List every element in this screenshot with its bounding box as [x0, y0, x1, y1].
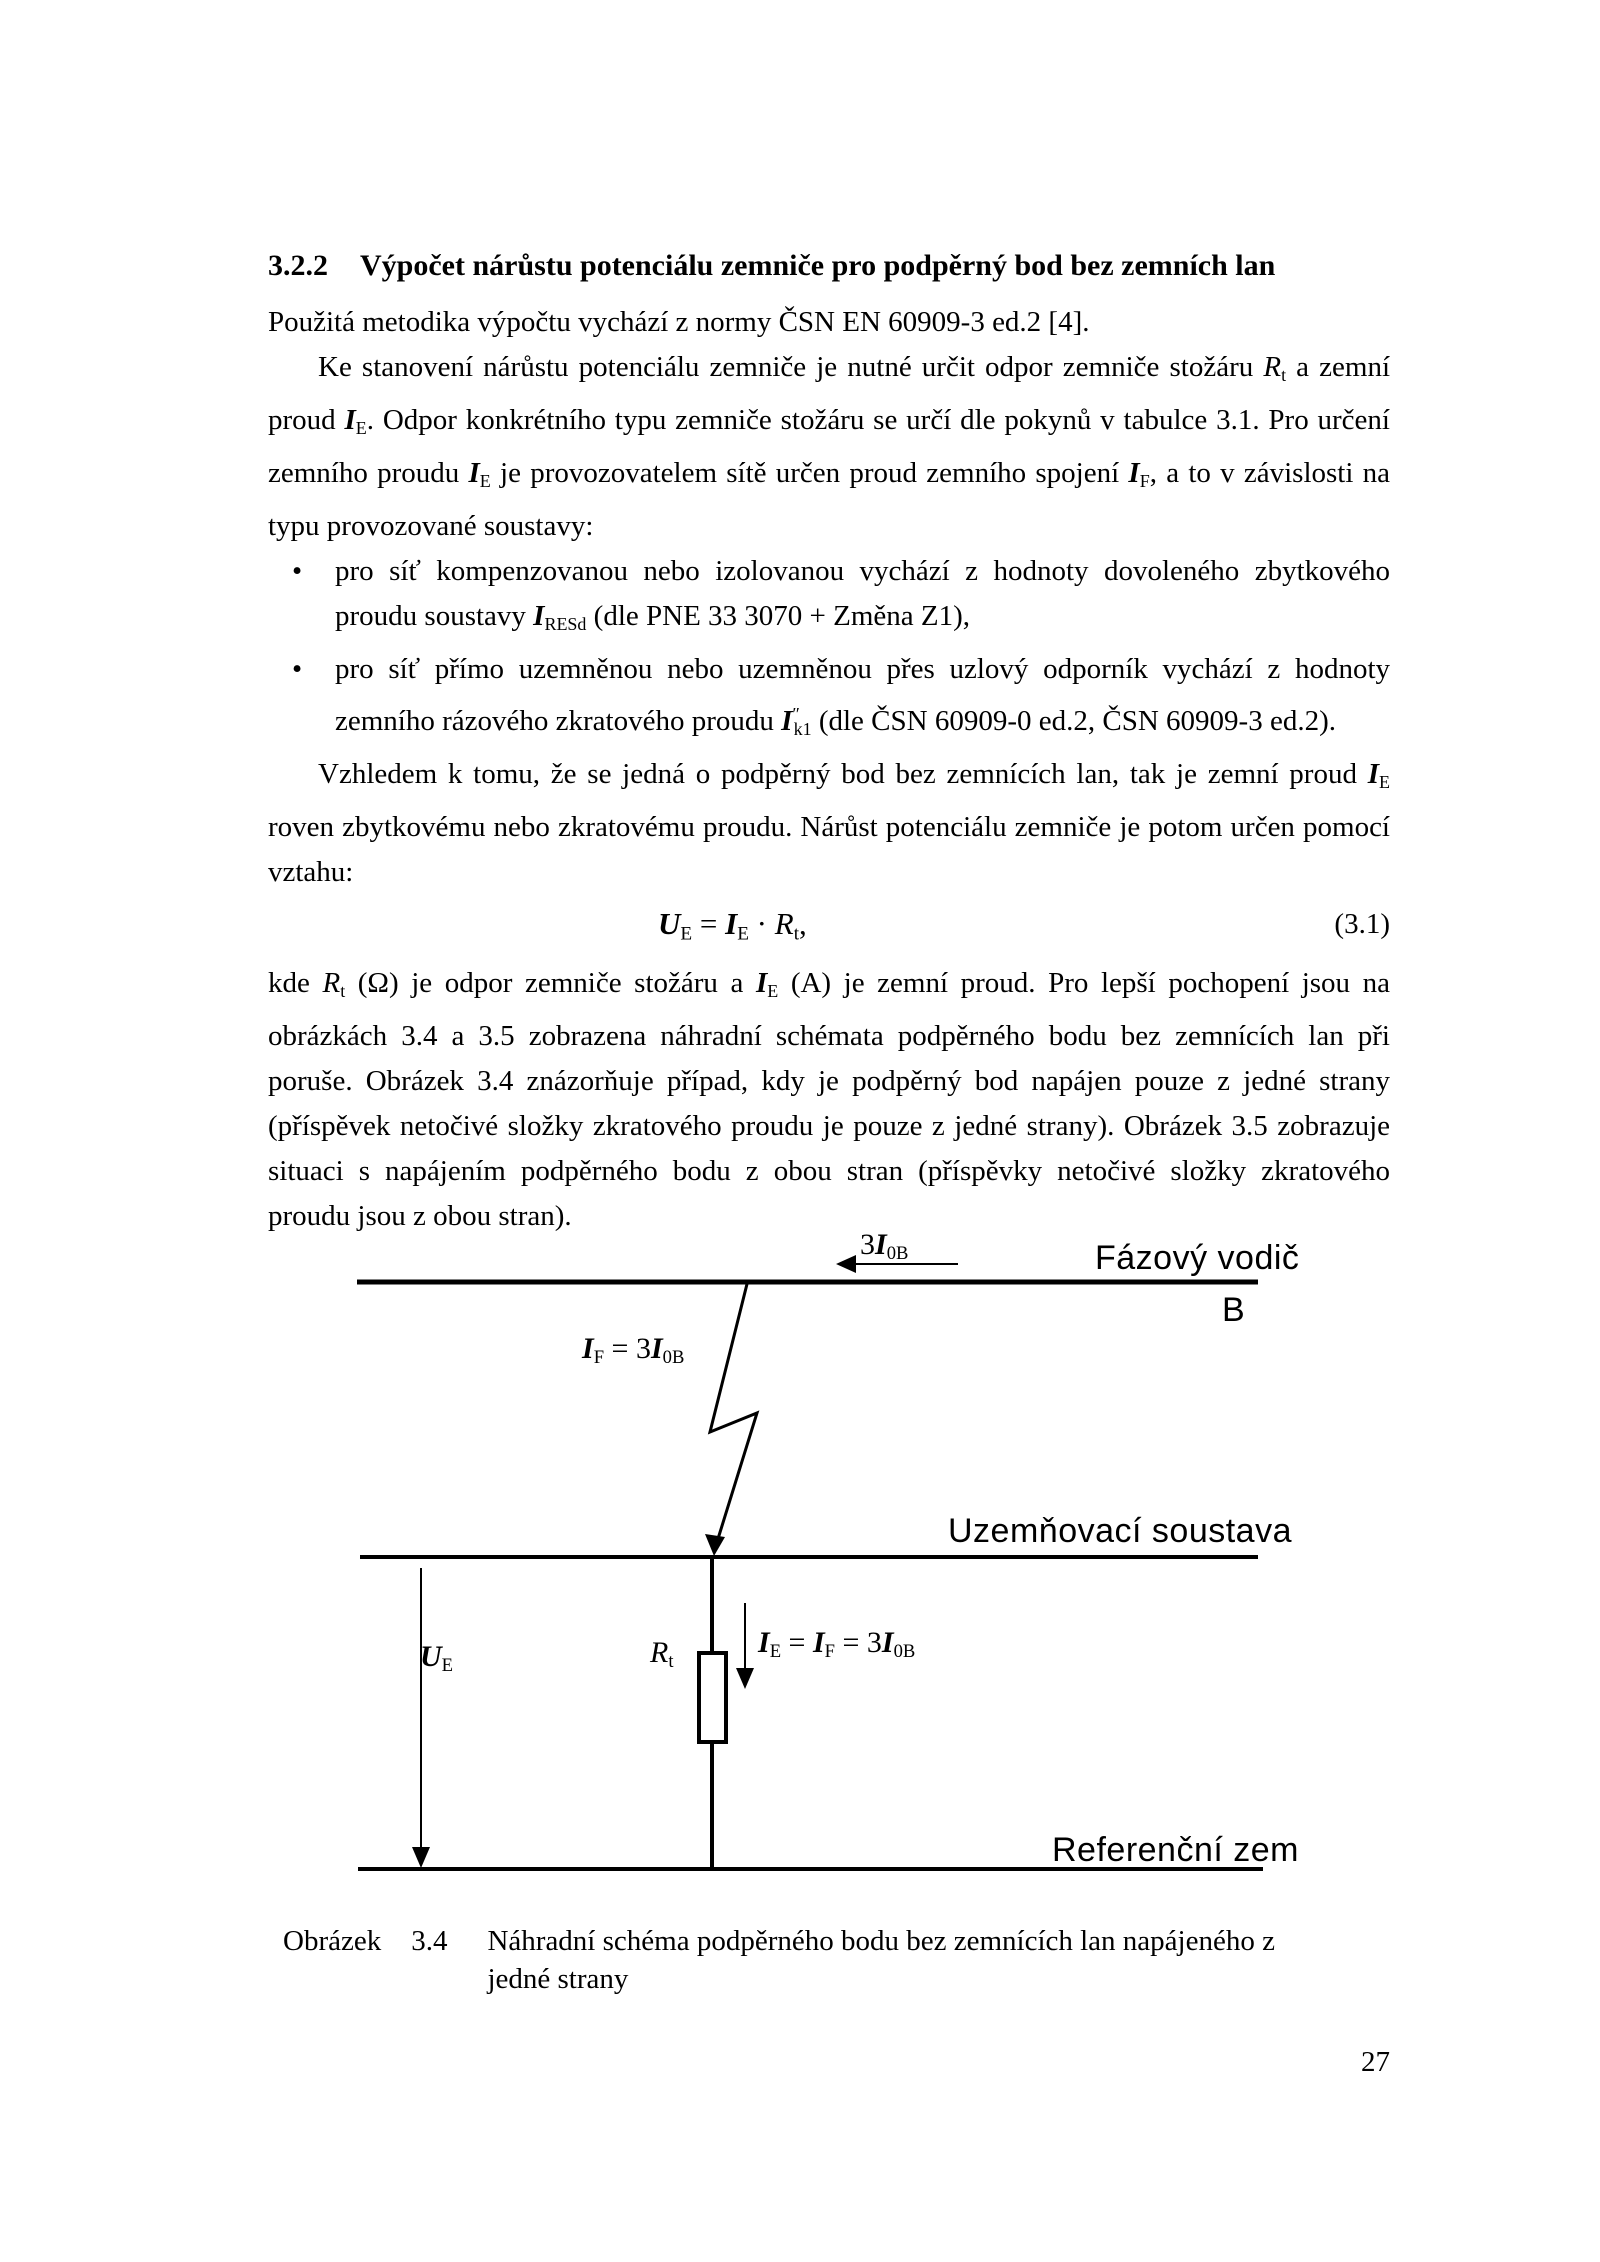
fault-current-label: $I_F = 3I_{0B}$	[582, 1332, 685, 1369]
circuit-diagram	[340, 1220, 1340, 1910]
phase-name-label: B	[1222, 1291, 1246, 1329]
reference-ground-label: Referenční zem	[1052, 1831, 1299, 1869]
earth-current-arrowhead	[736, 1668, 754, 1689]
equation-row	[268, 901, 1390, 947]
voltage-ue-label: $U_E$	[420, 1640, 454, 1677]
paragraph-conclusion: Vzhledem k tomu, že se jedná o podpěrný bod bez zemnících lan, tak je zemní proud $I_E$ roven zbytkovému nebo zkratovému proudu. Nárůst potenciálu zemniče je potom určen pomocí vztahu:	[268, 758, 1390, 889]
caption-label: Obrázek	[283, 1925, 382, 1957]
paragraph-intro: Použitá metodika výpočtu vychází z normy ČSN EN 60909-3 ed.2 [4].	[268, 306, 1090, 338]
bullet-item-compensated-network: • pro síť kompenzovanou nebo izolovanou vychází z hodnoty dovoleného zbytkového proudu soustavy $I_{RESd}$ (dle PNE 33 3070 + Změna Z1),	[268, 549, 1390, 647]
section-heading	[268, 246, 1390, 286]
fault-arrowhead	[705, 1534, 725, 1556]
zero-sequence-current-label: $3I_{0B}$	[860, 1228, 909, 1265]
fault-zigzag-arrow	[710, 1284, 757, 1542]
caption-text: Náhradní schéma podpěrného bodu bez zemnících lan napájeného z jedné strany	[487, 1925, 1275, 1995]
phase-conductor-label: Fázový vodič	[1095, 1239, 1300, 1277]
ue-voltage-arrowhead	[412, 1847, 430, 1868]
paragraph-method: Ke stanovení nárůstu potenciálu zemniče je nutné určit odpor zemniče stožáru $R_t$ a zemní proud $I_E$. Odpor konkrétního typu zemniče stožáru se určí dle pokynů v tabulce 3.1. Pro určení zemního proudu $I_E$ je provozovatelem sítě určen proud zemního spojení $I_F$, a to v závislosti na typu provozované soustavy:	[268, 351, 1391, 543]
section-number: 3.2.2	[268, 249, 328, 282]
tower-resistance-resistor	[699, 1653, 726, 1742]
resistance-rt-label: $R_t$	[650, 1636, 674, 1673]
earth-current-label: $I_E = I_F = 3I_{0B}$	[758, 1626, 916, 1663]
grounding-system-label: Uzemňovací soustava	[948, 1512, 1292, 1550]
section-title: Výpočet nárůstu potenciálu zemniče pro podpěrný bod bez zemních lan	[360, 249, 1276, 282]
equation-3-1: $U_E = I_E \cdot R_t$,	[658, 906, 807, 945]
bullet-item-grounded-network: • pro síť přímo uzemněnou nebo uzemněnou přes uzlový odporník vychází z hodnoty zemního rázového zkratového proudu $I''_{k1}$ (dle ČSN 60909-0 ed.2, ČSN 60909-3 ed.2).	[268, 647, 1390, 752]
bullet-list	[268, 549, 1390, 752]
caption-number: 3.4	[411, 1925, 448, 1957]
paragraph-explanation: kde $R_t$ (Ω) je odpor zemniče stožáru a $I_E$ (A) je zemní proud. Pro lepší pochopení jsou na obrázkách 3.4 a 3.5 zobrazena náhradní schémata podpěrného bodu bez zemnících lan při poruše. Obrázek 3.4 znázorňuje případ, kdy je podpěrný bod napájen pouze z jedné strany (příspěvek netočivé složky zkratového proudu je pouze z jedné strany). Obrázek 3.5 zobrazuje situaci s napájením podpěrného bodu z obou stran (příspěvky netočivé složky zkratového proudu jsou z obou stran).	[268, 967, 1391, 1233]
figure-caption	[283, 1922, 1307, 1998]
page-number: 27	[1361, 2046, 1390, 2078]
text-column	[268, 246, 1390, 1239]
equation-number: (3.1)	[1334, 908, 1390, 941]
zero-sequence-current-arrowhead	[836, 1255, 856, 1273]
